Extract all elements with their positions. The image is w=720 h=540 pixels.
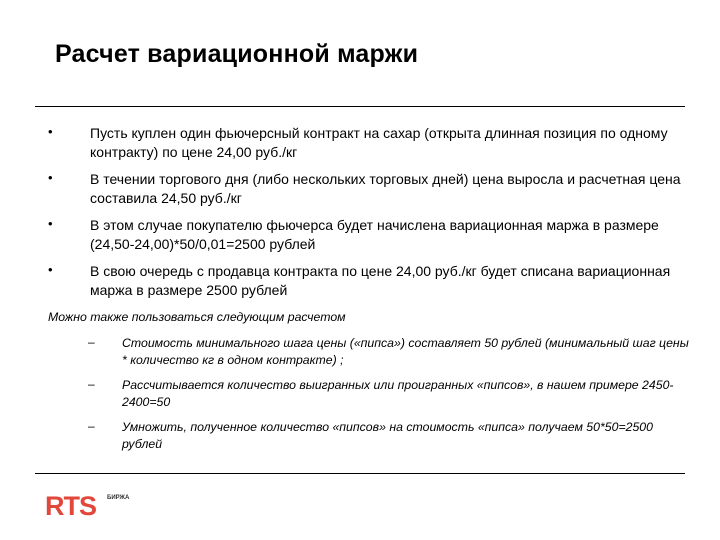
- bullet-marker: •: [48, 262, 53, 277]
- logo-wordmark: RTS: [45, 491, 96, 518]
- bottom-divider: [35, 473, 685, 474]
- page-title: Расчет вариационной маржи: [55, 40, 419, 68]
- bullet-text: В свою очередь с продавца контракта по цене 24,00 руб./кг будет списана вариационная маржа в размере 2500 рублей: [90, 263, 671, 298]
- bullet-item: [0, 170, 720, 216]
- sub-text: Рассчитывается количество выигранных или проигранных «пипсов», в нашем примере 2450-2400=50: [122, 378, 674, 409]
- sub-marker: –: [88, 419, 95, 433]
- bullet-text: В этом случае покупателю фьючерса будет начислена вариационная маржа в размере (24,50-24,00)*50/0,01=2500 рублей: [90, 217, 659, 252]
- bullet-text: Пусть куплен один фьючерсный контракт на сахар (открыта длинная позиция по одному контракту) по цене 24,00 руб./кг: [90, 125, 668, 160]
- sub-text: Стоимость минимального шага цены («пипса») составляет 50 рублей (минимальный шаг цены * количество кг в одном контракте) ;: [122, 336, 689, 367]
- bullet-text: В течении торгового дня (либо нескольких торговых дней) цена выросла и расчетная цена составила 24,50 руб./кг: [90, 171, 681, 206]
- logo-subtitle: БИРЖА: [107, 495, 130, 501]
- bullet-marker: •: [48, 170, 53, 185]
- calculation-note: Можно также пользоваться следующим расчетом: [48, 310, 346, 324]
- sub-item: [0, 377, 720, 419]
- bullet-marker: •: [48, 216, 53, 231]
- sub-item: [0, 419, 720, 461]
- sub-item: [0, 335, 720, 377]
- sub-list: [0, 335, 720, 461]
- bullet-item: [0, 124, 720, 170]
- rts-logo: [45, 490, 145, 518]
- sub-marker: –: [88, 335, 95, 349]
- bullet-item: [0, 216, 720, 262]
- top-divider: [35, 106, 685, 107]
- sub-text: Умножить, полученное количество «пипсов» на стоимость «пипса» получаем 50*50=2500 рублей: [122, 420, 653, 451]
- bullet-list: [0, 124, 720, 308]
- sub-marker: –: [88, 377, 95, 391]
- bullet-marker: •: [48, 124, 53, 139]
- bullet-item: [0, 262, 720, 308]
